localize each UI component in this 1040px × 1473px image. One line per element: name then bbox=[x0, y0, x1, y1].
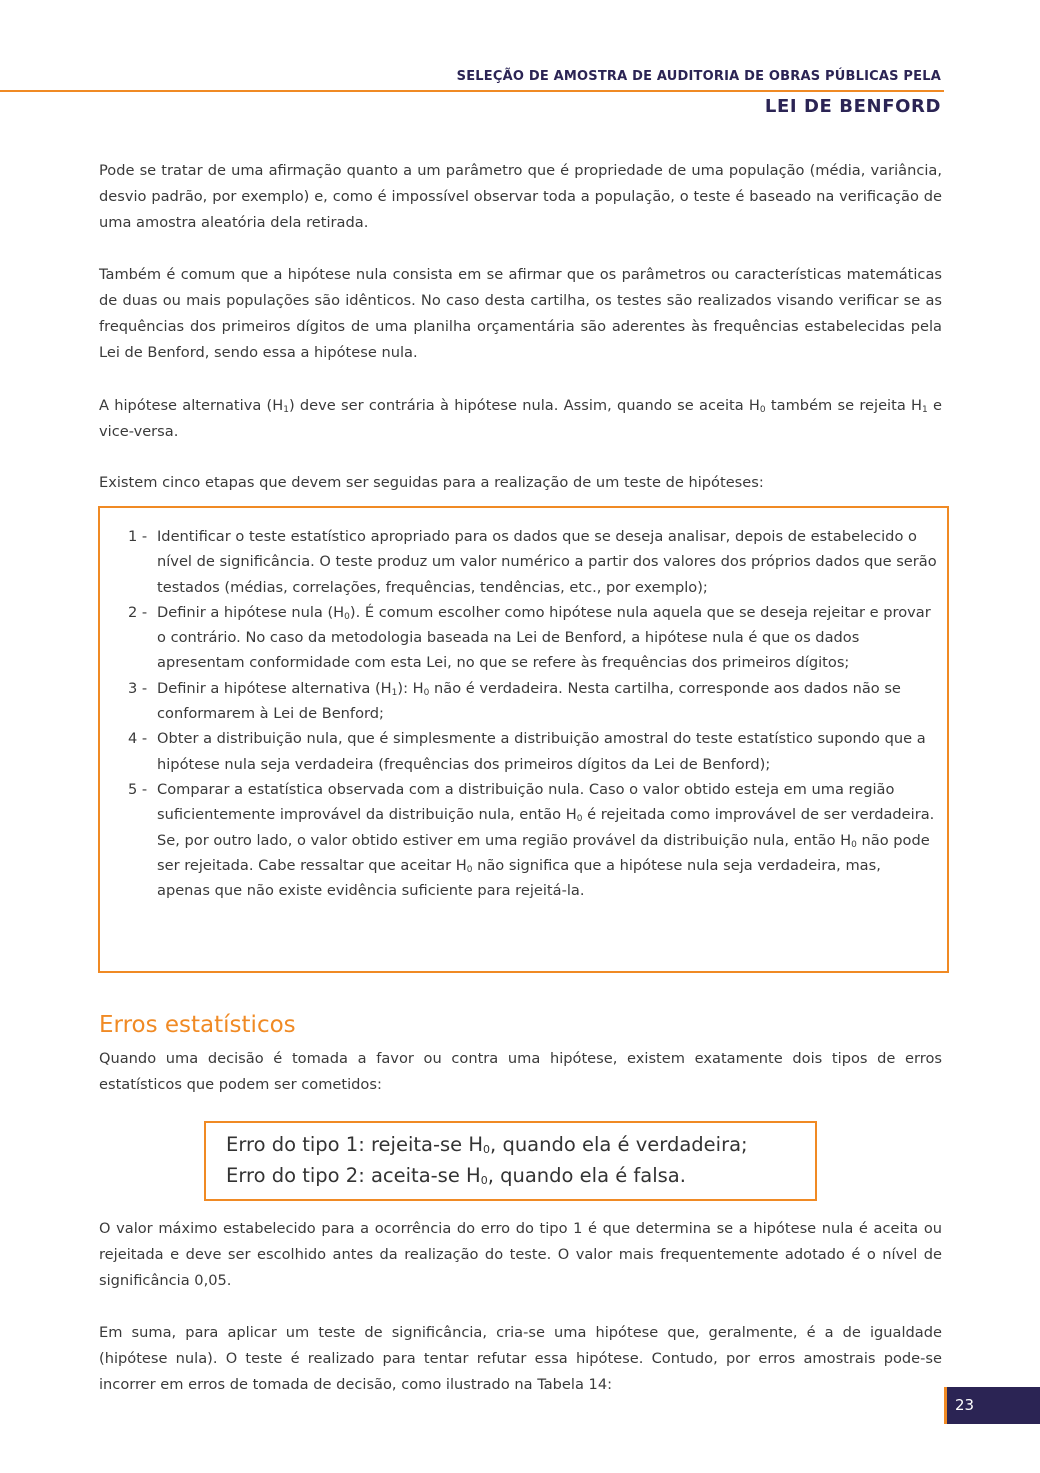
step-2 bbox=[128, 600, 938, 676]
paragraph-significance: O valor máximo estabelecido para a ocorrência do erro do tipo 1 é que determina se a hipótese nula é aceita ou rejeitada e deve ser escolhido antes da realização do teste. O valor mais frequentemente adotado é o nível de significância 0,05. bbox=[99, 1220, 942, 1289]
step-4 bbox=[128, 726, 938, 777]
page-number-badge bbox=[944, 1387, 1040, 1424]
steps-list bbox=[128, 524, 938, 903]
errors-intro-section bbox=[99, 1046, 942, 1098]
page-number: 23 bbox=[955, 1396, 975, 1414]
step-text: Identificar o teste estatístico apropriado para os dados que se deseja analisar, depois de estabelecido o nível de significância. O teste produz um valor numérico a partir dos valores dos próprios dados que serão testados (médias, correlações, frequências, tendências, etc., por exemplo); bbox=[157, 528, 937, 596]
paragraph-parameter: Pode se tratar de uma afirmação quanto a um parâmetro que é propriedade de uma população (média, variância, desvio padrão, por exemplo) e, como é impossível observar toda a população, o teste é baseado na verificação de uma amostra aleatória dela retirada. bbox=[99, 162, 942, 231]
error-type-1: Erro do tipo 1: rejeita-se $H_0$, quando ela é verdadeira; bbox=[226, 1133, 748, 1156]
paragraph-null-hypothesis: Também é comum que a hipótese nula consista em se afirmar que os parâmetros ou características matemáticas de duas ou mais populações são idênticos. No caso desta cartilha, os testes são realizados visando verificar se as frequências dos primeiros dígitos de uma planilha orçamentária são aderentes às frequências estabelecidas pela Lei de Benford, sendo essa a hipótese nula. bbox=[99, 266, 942, 361]
step-1 bbox=[128, 524, 938, 600]
closing-section bbox=[99, 1216, 942, 1294]
errors-box bbox=[204, 1121, 817, 1201]
intro-section bbox=[99, 158, 942, 236]
step-text: Comparar a estatística observada com a distribuição nula. Caso o valor obtido esteja em uma região suficientemente improvável da distribuição nula, então $H_0$ é rejeitada como improvável de ser verdadeira. Se, por outro lado, o valor obtido estiver em uma região provável da distribuição nula, então $H_0$ não pode ser rejeitada. Cabe ressaltar que aceitar $H_0$ não significa que a hipótese nula seja verdadeira, mas, apenas que não existe evidência suficiente para rejeitá-la. bbox=[157, 780, 935, 900]
step-number: 1 - bbox=[128, 528, 148, 545]
error-type-2: Erro do tipo 2: aceita-se $H_0$, quando ela é falsa. bbox=[226, 1164, 686, 1187]
step-number: 5 - bbox=[128, 780, 148, 798]
paragraph-alternative-hypothesis: A hipótese alternativa $(H_1)$ deve ser contrária à hipótese nula. Assim, quando se aceita $H_0$ também se rejeita $H_1$ e vice-versa. bbox=[99, 397, 942, 440]
step-text: Definir a hipótese alternativa $(H_1)$: $H_0$ não é verdadeira. Nesta cartilha, corresponde aos dados não se conformarem à Lei de Benford; bbox=[157, 679, 901, 723]
intro-section-4 bbox=[99, 470, 942, 496]
steps-box bbox=[98, 506, 949, 973]
intro-section-2 bbox=[99, 262, 942, 366]
section-title: Erros estatísticos bbox=[99, 1012, 296, 1038]
header-divider bbox=[0, 90, 944, 92]
step-number: 3 - bbox=[128, 679, 148, 697]
step-number: 4 - bbox=[128, 730, 148, 748]
paragraph-summary: Em suma, para aplicar um teste de significância, cria-se uma hipótese que, geralmente, é a de igualdade (hipótese nula). O teste é realizado para tentar refutar essa hipótese. Contudo, por erros amostrais pode-se incorrer em erros de tomada de decisão, como ilustrado na Tabela 14: bbox=[99, 1324, 942, 1393]
step-number: 2 - bbox=[128, 603, 148, 621]
header-subtitle: LEI DE BENFORD bbox=[764, 96, 941, 117]
header-title: SELEÇÃO DE AMOSTRA DE AUDITORIA DE OBRAS PÚBLICAS PELA bbox=[456, 69, 941, 84]
step-5 bbox=[128, 777, 938, 903]
intro-section-3 bbox=[99, 393, 942, 445]
closing-section-2 bbox=[99, 1320, 942, 1398]
step-3 bbox=[128, 676, 938, 727]
page-number-accent bbox=[944, 1387, 947, 1424]
paragraph-steps-intro: Existem cinco etapas que devem ser seguidas para a realização de um teste de hipóteses: bbox=[99, 474, 764, 491]
paragraph-errors-intro: Quando uma decisão é tomada a favor ou contra uma hipótese, existem exatamente dois tipos de erros estatísticos que podem ser cometidos: bbox=[99, 1050, 942, 1093]
step-text: Definir a hipótese nula $(H_0)$. É comum escolher como hipótese nula aquela que se deseja rejeitar e provar o contrário. No caso da metodologia baseada na Lei de Benford, a hipótese nula é que os dados apresentam conformidade com esta Lei, no que se refere às frequências dos primeiros dígitos; bbox=[157, 603, 931, 672]
step-text: Obter a distribuição nula, que é simplesmente a distribuição amostral do teste estatístico supondo que a hipótese nula seja verdadeira (frequências dos primeiros dígitos da Lei de Benford); bbox=[157, 730, 926, 773]
